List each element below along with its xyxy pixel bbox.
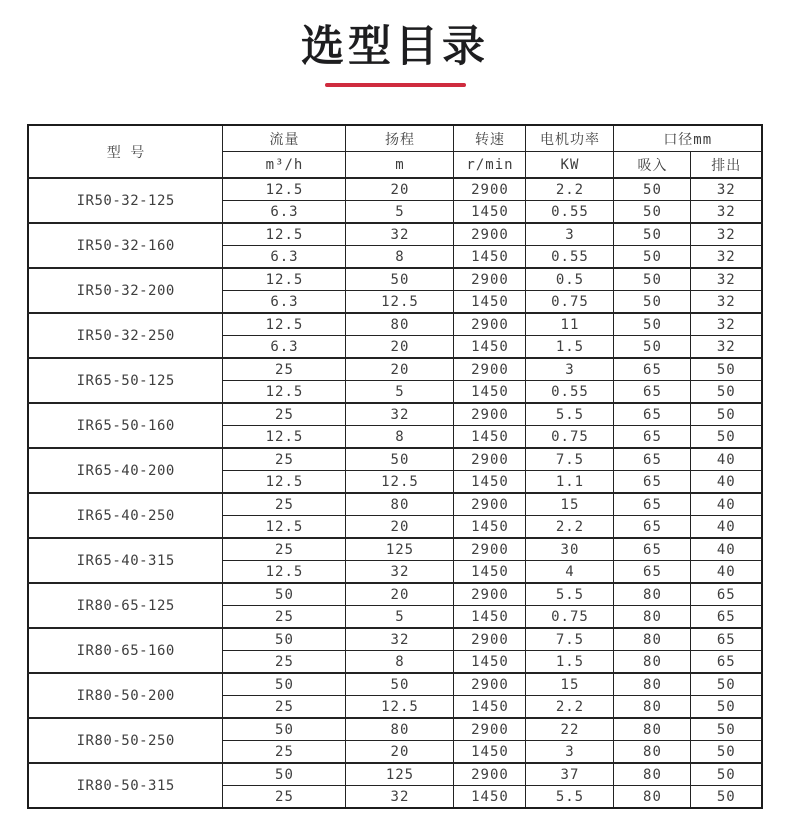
flow-cell: 12.5 (223, 516, 346, 539)
head-cell: 32 (346, 561, 454, 584)
model-cell: IR65-40-200 (28, 448, 223, 493)
power-cell: 0.75 (526, 426, 614, 449)
head-cell: 5 (346, 381, 454, 404)
table-body (28, 178, 762, 808)
discharge-cell: 50 (691, 358, 762, 381)
power-cell: 11 (526, 313, 614, 336)
model-cell: IR80-50-315 (28, 763, 223, 808)
suction-cell: 50 (614, 178, 691, 201)
speed-cell: 1450 (454, 696, 526, 719)
flow-cell: 6.3 (223, 336, 346, 359)
discharge-cell: 50 (691, 673, 762, 696)
suction-cell: 80 (614, 628, 691, 651)
head-cell: 32 (346, 786, 454, 809)
head-cell: 12.5 (346, 696, 454, 719)
speed-cell: 2900 (454, 493, 526, 516)
discharge-cell: 32 (691, 313, 762, 336)
suction-cell: 65 (614, 426, 691, 449)
col-unit-flow: m³/h (223, 152, 346, 179)
head-cell: 5 (346, 606, 454, 629)
flow-cell: 12.5 (223, 561, 346, 584)
head-cell: 20 (346, 516, 454, 539)
flow-cell: 50 (223, 673, 346, 696)
col-unit-speed: r/min (454, 152, 526, 179)
table-row (28, 358, 762, 381)
flow-cell: 12.5 (223, 223, 346, 246)
flow-cell: 25 (223, 358, 346, 381)
discharge-cell: 50 (691, 786, 762, 809)
table-header (28, 125, 762, 178)
discharge-cell: 40 (691, 493, 762, 516)
model-cell: IR65-40-250 (28, 493, 223, 538)
head-cell: 125 (346, 538, 454, 561)
suction-cell: 50 (614, 223, 691, 246)
discharge-cell: 65 (691, 606, 762, 629)
discharge-cell: 50 (691, 696, 762, 719)
flow-cell: 50 (223, 763, 346, 786)
suction-cell: 50 (614, 201, 691, 224)
power-cell: 2.2 (526, 516, 614, 539)
table-row (28, 448, 762, 471)
suction-cell: 50 (614, 313, 691, 336)
col-unit-power: KW (526, 152, 614, 179)
table-row (28, 178, 762, 201)
head-cell: 125 (346, 763, 454, 786)
discharge-cell: 65 (691, 628, 762, 651)
head-cell: 8 (346, 651, 454, 674)
model-cell: IR65-50-160 (28, 403, 223, 448)
speed-cell: 1450 (454, 291, 526, 314)
head-cell: 20 (346, 336, 454, 359)
power-cell: 5.5 (526, 786, 614, 809)
power-cell: 2.2 (526, 696, 614, 719)
flow-cell: 50 (223, 718, 346, 741)
speed-cell: 2900 (454, 538, 526, 561)
power-cell: 0.55 (526, 381, 614, 404)
suction-cell: 80 (614, 763, 691, 786)
discharge-cell: 50 (691, 718, 762, 741)
power-cell: 3 (526, 223, 614, 246)
suction-cell: 80 (614, 583, 691, 606)
col-header-bore: 口径mm (614, 125, 762, 152)
flow-cell: 12.5 (223, 426, 346, 449)
power-cell: 2.2 (526, 178, 614, 201)
col-header-suction: 吸入 (614, 152, 691, 179)
discharge-cell: 50 (691, 763, 762, 786)
flow-cell: 6.3 (223, 291, 346, 314)
head-cell: 12.5 (346, 291, 454, 314)
flow-cell: 25 (223, 606, 346, 629)
page-title: 选型目录 (301, 23, 489, 71)
col-header-model: 型 号 (28, 125, 223, 178)
catalog-page (0, 24, 790, 818)
head-cell: 5 (346, 201, 454, 224)
head-cell: 8 (346, 246, 454, 269)
model-cell: IR65-50-125 (28, 358, 223, 403)
discharge-cell: 40 (691, 448, 762, 471)
suction-cell: 50 (614, 336, 691, 359)
suction-cell: 65 (614, 448, 691, 471)
suction-cell: 80 (614, 606, 691, 629)
power-cell: 1.5 (526, 651, 614, 674)
suction-cell: 50 (614, 268, 691, 291)
flow-cell: 25 (223, 696, 346, 719)
discharge-cell: 65 (691, 651, 762, 674)
flow-cell: 12.5 (223, 313, 346, 336)
head-cell: 80 (346, 493, 454, 516)
suction-cell: 80 (614, 673, 691, 696)
suction-cell: 80 (614, 651, 691, 674)
head-cell: 20 (346, 741, 454, 764)
speed-cell: 1450 (454, 381, 526, 404)
speed-cell: 2900 (454, 718, 526, 741)
suction-cell: 50 (614, 246, 691, 269)
table-row (28, 268, 762, 291)
head-cell: 8 (346, 426, 454, 449)
table-row (28, 403, 762, 426)
table-row (28, 583, 762, 606)
discharge-cell: 50 (691, 741, 762, 764)
power-cell: 37 (526, 763, 614, 786)
power-cell: 1.1 (526, 471, 614, 494)
model-cell: IR50-32-250 (28, 313, 223, 358)
title-underline-bar (325, 83, 466, 87)
table-row (28, 223, 762, 246)
power-cell: 0.75 (526, 291, 614, 314)
discharge-cell: 40 (691, 471, 762, 494)
col-header-discharge: 排出 (691, 152, 762, 179)
discharge-cell: 32 (691, 336, 762, 359)
power-cell: 1.5 (526, 336, 614, 359)
power-cell: 5.5 (526, 583, 614, 606)
speed-cell: 2900 (454, 628, 526, 651)
table-row (28, 673, 762, 696)
speed-cell: 1450 (454, 741, 526, 764)
col-unit-head: m (346, 152, 454, 179)
head-cell: 20 (346, 358, 454, 381)
speed-cell: 2900 (454, 223, 526, 246)
discharge-cell: 32 (691, 246, 762, 269)
model-cell: IR80-65-125 (28, 583, 223, 628)
suction-cell: 65 (614, 381, 691, 404)
suction-cell: 65 (614, 538, 691, 561)
power-cell: 15 (526, 493, 614, 516)
speed-cell: 2900 (454, 313, 526, 336)
col-header-head: 扬程 (346, 125, 454, 152)
table-row (28, 493, 762, 516)
col-header-speed: 转速 (454, 125, 526, 152)
speed-cell: 1450 (454, 651, 526, 674)
head-cell: 32 (346, 403, 454, 426)
table-row (28, 628, 762, 651)
flow-cell: 25 (223, 403, 346, 426)
power-cell: 22 (526, 718, 614, 741)
head-cell: 50 (346, 673, 454, 696)
head-cell: 20 (346, 583, 454, 606)
power-cell: 7.5 (526, 448, 614, 471)
discharge-cell: 40 (691, 516, 762, 539)
speed-cell: 1450 (454, 786, 526, 809)
flow-cell: 25 (223, 448, 346, 471)
power-cell: 0.55 (526, 246, 614, 269)
head-cell: 32 (346, 223, 454, 246)
table-row (28, 718, 762, 741)
discharge-cell: 40 (691, 538, 762, 561)
suction-cell: 50 (614, 291, 691, 314)
table-row (28, 313, 762, 336)
discharge-cell: 32 (691, 291, 762, 314)
discharge-cell: 32 (691, 178, 762, 201)
power-cell: 4 (526, 561, 614, 584)
power-cell: 15 (526, 673, 614, 696)
flow-cell: 12.5 (223, 178, 346, 201)
col-header-flow: 流量 (223, 125, 346, 152)
selection-table (27, 124, 763, 809)
model-cell: IR65-40-315 (28, 538, 223, 583)
flow-cell: 6.3 (223, 201, 346, 224)
col-header-power: 电机功率 (526, 125, 614, 152)
model-cell: IR50-32-160 (28, 223, 223, 268)
speed-cell: 1450 (454, 336, 526, 359)
suction-cell: 65 (614, 358, 691, 381)
suction-cell: 80 (614, 741, 691, 764)
head-cell: 80 (346, 718, 454, 741)
power-cell: 3 (526, 358, 614, 381)
suction-cell: 80 (614, 696, 691, 719)
discharge-cell: 50 (691, 403, 762, 426)
suction-cell: 65 (614, 516, 691, 539)
suction-cell: 80 (614, 786, 691, 809)
flow-cell: 12.5 (223, 381, 346, 404)
head-cell: 32 (346, 628, 454, 651)
flow-cell: 6.3 (223, 246, 346, 269)
discharge-cell: 32 (691, 268, 762, 291)
power-cell: 30 (526, 538, 614, 561)
flow-cell: 25 (223, 538, 346, 561)
model-cell: IR50-32-200 (28, 268, 223, 313)
suction-cell: 80 (614, 718, 691, 741)
speed-cell: 2900 (454, 763, 526, 786)
speed-cell: 1450 (454, 516, 526, 539)
model-cell: IR50-32-125 (28, 178, 223, 223)
flow-cell: 50 (223, 583, 346, 606)
flow-cell: 50 (223, 628, 346, 651)
head-cell: 50 (346, 448, 454, 471)
flow-cell: 25 (223, 786, 346, 809)
table-row (28, 538, 762, 561)
head-cell: 80 (346, 313, 454, 336)
model-cell: IR80-50-200 (28, 673, 223, 718)
speed-cell: 1450 (454, 561, 526, 584)
head-cell: 50 (346, 268, 454, 291)
speed-cell: 2900 (454, 673, 526, 696)
head-cell: 12.5 (346, 471, 454, 494)
flow-cell: 25 (223, 741, 346, 764)
model-cell: IR80-65-160 (28, 628, 223, 673)
power-cell: 0.5 (526, 268, 614, 291)
model-cell: IR80-50-250 (28, 718, 223, 763)
speed-cell: 2900 (454, 178, 526, 201)
flow-cell: 25 (223, 493, 346, 516)
speed-cell: 1450 (454, 606, 526, 629)
speed-cell: 2900 (454, 358, 526, 381)
discharge-cell: 40 (691, 561, 762, 584)
suction-cell: 65 (614, 561, 691, 584)
discharge-cell: 50 (691, 381, 762, 404)
flow-cell: 25 (223, 651, 346, 674)
table-row (28, 763, 762, 786)
suction-cell: 65 (614, 493, 691, 516)
power-cell: 7.5 (526, 628, 614, 651)
speed-cell: 2900 (454, 268, 526, 291)
speed-cell: 1450 (454, 246, 526, 269)
discharge-cell: 32 (691, 223, 762, 246)
speed-cell: 1450 (454, 201, 526, 224)
flow-cell: 12.5 (223, 471, 346, 494)
discharge-cell: 32 (691, 201, 762, 224)
power-cell: 5.5 (526, 403, 614, 426)
suction-cell: 65 (614, 403, 691, 426)
power-cell: 0.75 (526, 606, 614, 629)
power-cell: 0.55 (526, 201, 614, 224)
speed-cell: 2900 (454, 583, 526, 606)
head-cell: 20 (346, 178, 454, 201)
power-cell: 3 (526, 741, 614, 764)
flow-cell: 12.5 (223, 268, 346, 291)
suction-cell: 65 (614, 471, 691, 494)
speed-cell: 1450 (454, 471, 526, 494)
discharge-cell: 50 (691, 426, 762, 449)
discharge-cell: 65 (691, 583, 762, 606)
speed-cell: 1450 (454, 426, 526, 449)
speed-cell: 2900 (454, 448, 526, 471)
speed-cell: 2900 (454, 403, 526, 426)
